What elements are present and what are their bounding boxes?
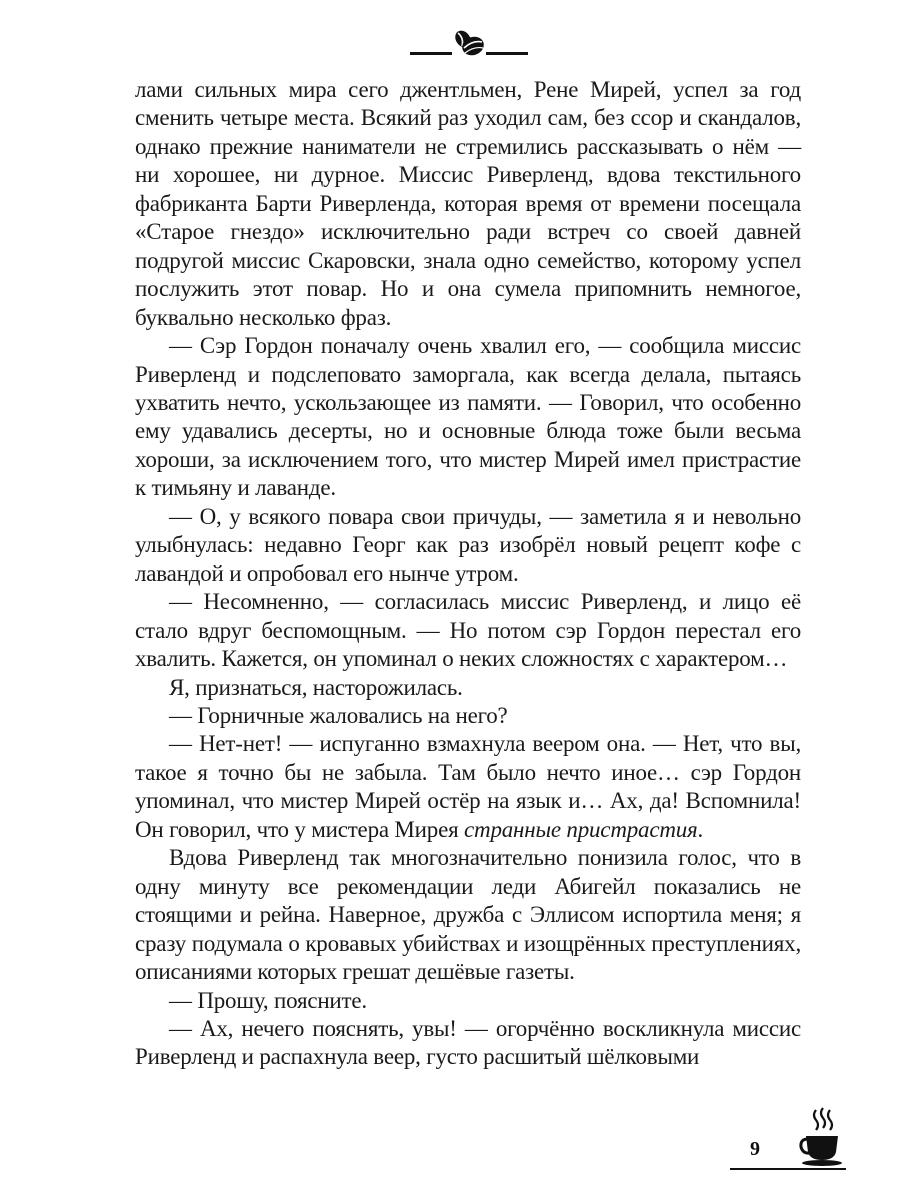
ornament-rule-right	[486, 52, 528, 55]
paragraph: — Ах, нечего пояснять, увы! — огорчённо воскликнула миссис Риверленд и распахнула веер, густо расшитый шёлковыми	[135, 1015, 801, 1070]
paragraph: — Горничные жаловались на него?	[169, 702, 508, 728]
page-number: 9	[750, 1138, 760, 1160]
italic-emphasis: странные пристрастия	[464, 816, 698, 842]
coffee-cup-icon	[798, 1106, 846, 1170]
coffee-bean-icon	[452, 28, 486, 58]
paragraph: — Несомненно, — согласилась миссис Риверленд, и лицо её стало вдруг беспомощным. — Но потом сэр Гордон перестал его хвалить. Кажется, он упоминал о неких сложностях с характером…	[135, 589, 801, 672]
paragraph-tail: .	[697, 816, 704, 842]
header-ornament	[408, 24, 528, 58]
paragraph: лами сильных мира сего джентльмен, Рене Мирей, успел за год сменить четыре места. Всякий раз уходил сам, без ссор и скандалов, однако прежние наниматели не стремились рассказывать о нём — ни хорошее, ни дурное. Миссис Риверленд, вдова текстильного фабриканта Барти Риверленда, которая время от времени посещала «Старое гнездо» исключительно ради встреч со своей давней подругой миссис Скаровски, знала одно семейство, которому успел послужить этот повар. Но и она сумела припомнить немногое, буквально несколько фраз.	[135, 77, 801, 330]
paragraph	[135, 730, 801, 844]
paragraph: — О, у всякого повара свои причуды, — заметила я и невольно улыбнулась: недавно Георг как раз изобрёл новый рецепт кофе с лавандой и опробовал его нынче утром.	[135, 503, 801, 586]
paragraph-text: — Нет-нет! — испуганно взмахнула веером она. — Нет, что вы, такое я точно бы не забыла. Там было нечто иное… сэр Гордон упоминал, что мистер Мирей остёр на язык и… Ах, да! Вспомнила! Он говорил, что у мистера Мирея	[135, 731, 801, 842]
paragraph: Я, признаться, насторожилась.	[169, 674, 463, 700]
footer-rule	[730, 1168, 846, 1170]
paragraph: Вдова Риверленд так многозначительно понизила голос, что в одну минуту все рекомендации леди Абигейл показались не стоящими и рейна. Наверное, дружба с Эллисом испортила меня; я сразу подумала о кровавых убийствах и изощрённых преступлениях, описаниями которых грешат дешёвые газеты.	[135, 845, 801, 985]
page-footer	[730, 1102, 850, 1172]
paragraph: — Сэр Гордон поначалу очень хвалил его, — сообщила миссис Риверленд и подслеповато заморгала, как всегда делала, пытаясь ухватить нечто, ускользающее из памяти. — Говорил, что особенно ему удавались десерты, но и основные блюда тоже были весьма хороши, за исключением того, что мистер Мирей имел пристрастие к тимьяну и лаванде.	[135, 333, 801, 501]
body-text	[135, 76, 801, 1072]
paragraph: — Прошу, поясните.	[169, 987, 367, 1013]
ornament-rule-left	[410, 52, 452, 55]
